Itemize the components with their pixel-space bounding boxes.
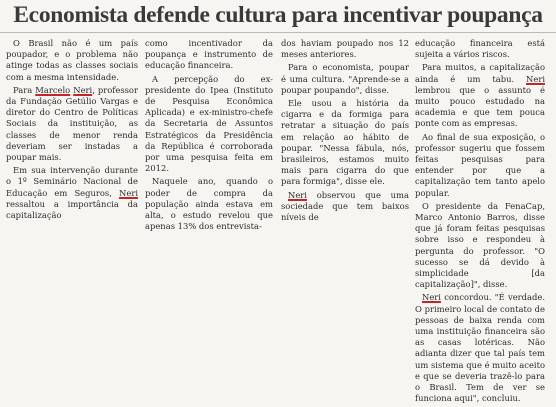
paragraph: A percepção do ex-presidente do Ipea (Instituto de Pesquisa Econômica Aplicada) e ex-ministro-chefe da Secretaria de Assuntos Estratégicos da Presidência da República é corroborada por uma pesquisa feita em 2012. bbox=[145, 73, 273, 174]
column-1 bbox=[6, 38, 138, 223]
text-span: , professor da Fundação Getúlio Vargas e diretor do Centro de Políticas Sociais da instituição, as classes de menor renda deveriam ser instadas a poupar mais. bbox=[6, 84, 138, 163]
text-span: concordou. "É verdade. O primeiro local de contato de pessoas de baixa renda com uma instituição financeira são as casas lotéricas. Não adianta dizer que tal país tem um sistema que é muito aceito e que se deveria trazê-lo para o Brasil. Tem de ver se funciona aqui", concluiu. bbox=[415, 292, 545, 404]
highlighted-name: Neri bbox=[73, 84, 93, 95]
headline-divider bbox=[0, 32, 556, 33]
text-span: ressaltou a importância da capitalização bbox=[6, 198, 138, 221]
paragraph bbox=[6, 165, 138, 221]
paragraph bbox=[6, 85, 138, 163]
highlighted-name: Neri bbox=[422, 292, 441, 303]
paragraph: O Brasil não é um país poupador, e o problema não atinge todas as classes sociais com a mesma intensidade. bbox=[6, 38, 138, 82]
paragraph: como incentivador da poupança e instrumento de educação financeira. bbox=[145, 38, 273, 71]
paragraph: O presidente da FenaCap, Marco Antonio Barros, disse que já foram feitas pesquisas sobre isso e respondeu à pergunta do professor. "O sucesso se dá devido à simplicidade [da capitalização]", disse. bbox=[415, 200, 545, 290]
highlighted-name: Neri bbox=[119, 187, 138, 198]
paragraph: Para o economista, poupar é uma cultura. "Aprende-se a poupar poupando", disse. bbox=[281, 62, 409, 95]
text-span: Para muitos, a capitalização ainda é um tabu. bbox=[415, 62, 545, 84]
paragraph bbox=[415, 292, 545, 404]
headline: Economista defende cultura para incentivar poupança bbox=[13, 2, 543, 28]
column-3 bbox=[281, 38, 409, 225]
highlighted-name: Neri bbox=[288, 189, 307, 200]
paragraph: Ao final de sua exposição, o professor sugeriu que fossem feitas pesquisas para entender por que a capitalização tem tanto apelo popular. bbox=[415, 131, 545, 198]
text-span: Para bbox=[13, 84, 36, 95]
text-span: Em sua intervenção durante o 1º Seminário Nacional de Educação em Seguros, bbox=[6, 165, 138, 198]
column-2 bbox=[145, 38, 273, 234]
text-span: observou que uma sociedade que tem baixos níveis de bbox=[281, 189, 409, 223]
paragraph: Ele usou a história da cigarra e da formiga para retratar a situação do país em relação ao hábito de poupar. "Nessa fábula, nós, brasileiros, estamos muito mais para cigarra do que para formiga", disse ele. bbox=[281, 98, 409, 187]
paragraph: dos haviam poupado nos 12 meses anteriores. bbox=[281, 38, 409, 60]
text-span: lembrou que o assunto é muito pouco estudado na academia e que tem pouca ponte com as empresas. bbox=[415, 84, 545, 129]
column-4 bbox=[415, 38, 545, 407]
highlighted-name: Marcelo bbox=[35, 84, 71, 95]
paragraph bbox=[281, 190, 409, 224]
paragraph: Naquele ano, quando o poder de compra da população ainda estava em alta, o estudo revelou que apenas 13% dos entrevista- bbox=[145, 176, 273, 232]
paragraph bbox=[415, 62, 545, 129]
highlighted-name: Neri bbox=[526, 73, 545, 84]
paragraph: educação financeira está sujeita a vários riscos. bbox=[415, 38, 545, 60]
